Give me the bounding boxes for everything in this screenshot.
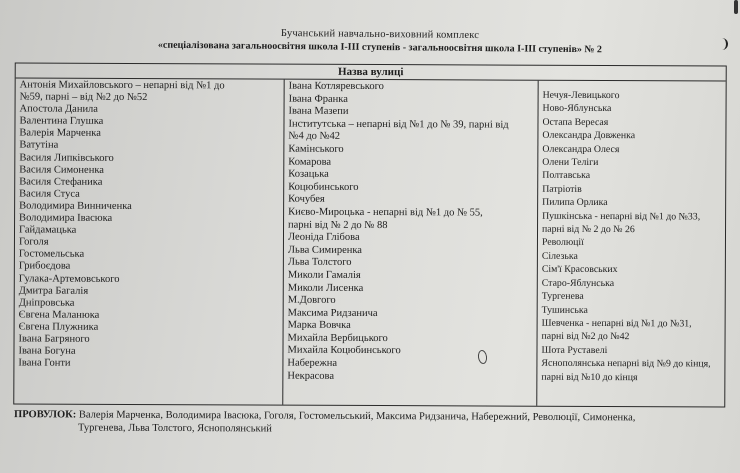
- street-entry: Івана Богуна: [18, 345, 76, 357]
- lanes-paragraph: [14, 408, 726, 438]
- street-entry: Миколи Гамалія: [287, 269, 361, 281]
- street-entry: Кочубея: [288, 193, 325, 206]
- street-entry: Революції: [541, 237, 584, 249]
- street-entry: Володимира Винниченка: [19, 200, 132, 212]
- street-entry: Василя Стуса: [19, 188, 80, 200]
- page-edge-mark: [734, 0, 738, 14]
- street-entry: Дмитра Багалія: [18, 285, 89, 297]
- street-entry: Марка Вовчка: [287, 319, 351, 332]
- street-entry: Пилипа Орлика: [542, 197, 608, 209]
- street-entry: Олександра Олеся: [542, 143, 620, 155]
- street-entry: Гостомельська: [18, 248, 85, 261]
- street-entry: Євгена Плужника: [18, 321, 99, 333]
- street-entry: Шота Руставелі: [541, 344, 608, 356]
- street-entry: Івана Гонти: [18, 357, 71, 369]
- street-entry: Гайдамацька: [18, 224, 77, 236]
- street-entry: Дніпровська: [18, 297, 75, 309]
- street-entry: Козацька: [288, 168, 329, 180]
- street-entry: Сілезька: [541, 250, 578, 262]
- street-entry: Василя Симоненка: [19, 164, 104, 176]
- table-columns: [14, 78, 725, 406]
- street-entry: парні від №2 до №42: [541, 331, 630, 343]
- street-entry: М.Довгого: [287, 294, 336, 306]
- street-entry: Полтавська: [542, 170, 591, 182]
- street-column-2: [282, 80, 537, 406]
- street-entry: Патріотів: [542, 183, 582, 195]
- street-entry: Пушкінська - непарні від №1 до №33,: [542, 210, 701, 223]
- street-entry: Олени Теліги: [542, 156, 599, 169]
- street-entry: Михайла Коцюбинського: [287, 345, 401, 357]
- street-entry: Некрасова: [287, 370, 335, 382]
- lanes-label: ПРОВУЛОК:: [14, 409, 77, 421]
- street-entry: Яснополянська непарні від №9 до кінця,: [541, 357, 711, 370]
- street-entry: Івана Мазепи: [288, 105, 349, 118]
- street-entry: Шевченка - непарні від №1 до №31,: [541, 317, 692, 330]
- street-entry: Леоніда Глібова: [287, 231, 360, 244]
- street-entry: Гоголя: [18, 236, 49, 248]
- street-entry: Старо-Яблунська: [541, 277, 615, 289]
- school-name-line: Бучанський навчально-виховний комплекс: [280, 27, 480, 42]
- street-entry: Коцюбинського: [288, 181, 359, 193]
- street-entry: Євгена Маланюка: [18, 309, 100, 321]
- street-entry: Валентина Глушка: [19, 115, 104, 128]
- street-entry: Льва Симиренка: [287, 244, 363, 256]
- street-entry: Нечуя-Левицького: [542, 89, 620, 102]
- street-column-1: [14, 78, 283, 404]
- street-entry: Льва Толстого: [287, 256, 352, 269]
- street-entry: Антонія Михайловського – непарні від №1 до: [19, 79, 225, 92]
- street-entry: Камінського: [288, 143, 344, 155]
- street-entry: Києво-Мироцька - непарні від №1 до № 55,: [288, 206, 483, 219]
- street-entry: Гулака-Артемовського: [18, 272, 120, 285]
- street-entry: Ново-Яблунська: [542, 103, 612, 115]
- street-entry: парні від № 2 до № 88: [288, 219, 388, 231]
- street-entry: Василя Липківського: [19, 152, 114, 164]
- street-entry: Василя Стефаника: [19, 176, 103, 188]
- street-entry: №4 до №42: [288, 131, 341, 143]
- street-entry: Тургенева: [541, 290, 584, 303]
- street-column-3: [536, 81, 725, 407]
- street-entry: Володимира Івасюка: [19, 212, 113, 224]
- street-entry: Олександра Довженка: [542, 129, 636, 142]
- street-entry: Івана Котляревського: [288, 80, 384, 93]
- street-entry: Михайла Вербицького: [287, 332, 388, 344]
- street-entry: Миколи Лисенка: [287, 282, 364, 294]
- street-entry: Ватутіна: [19, 139, 59, 152]
- street-entry: Сім'ї Красовських: [541, 264, 618, 276]
- street-entry: парні від № 2 до № 26: [542, 223, 635, 236]
- street-entry: Івана Багряного: [18, 333, 90, 345]
- streets-table: [13, 62, 726, 407]
- street-entry: Максима Ридзанича: [287, 307, 378, 319]
- street-entry: Остапа Вересая: [542, 116, 609, 128]
- street-entry: Інститутська – непарні від №1 до № 39, парні від: [288, 118, 509, 131]
- street-entry: Грибоєдова: [18, 260, 71, 273]
- street-entry: Валерія Марченка: [19, 127, 101, 140]
- street-entry: Комарова: [288, 156, 332, 168]
- handwritten-mark: [720, 38, 728, 50]
- street-entry: №59, парні – від №2 до №52: [19, 91, 148, 104]
- document-header: [120, 25, 640, 56]
- lanes-text-line1: Валерія Марченка, Володимира Івасюка, Гоголя, Гостомельський, Максима Ридзанича, Набережний, Революції, Симоненка,: [76, 409, 636, 424]
- street-entry: Набережна: [287, 357, 338, 369]
- street-entry: парні від №10 до кінця: [541, 371, 638, 383]
- street-entry: Тушинська: [541, 304, 588, 316]
- lanes-text-line2: Тургенева, Льва Толстого, Яснополянський: [77, 422, 272, 435]
- school-type-line: «спеціалізована загальноосвітня школа І-ІІІ ступенів - загальноосвітня школа І-ІІІ ступенів» № 2: [157, 39, 602, 56]
- street-entry: Івана Франка: [288, 93, 348, 105]
- street-entry: Апостола Данила: [19, 103, 98, 115]
- table-heading: Назва вулиці: [16, 63, 726, 81]
